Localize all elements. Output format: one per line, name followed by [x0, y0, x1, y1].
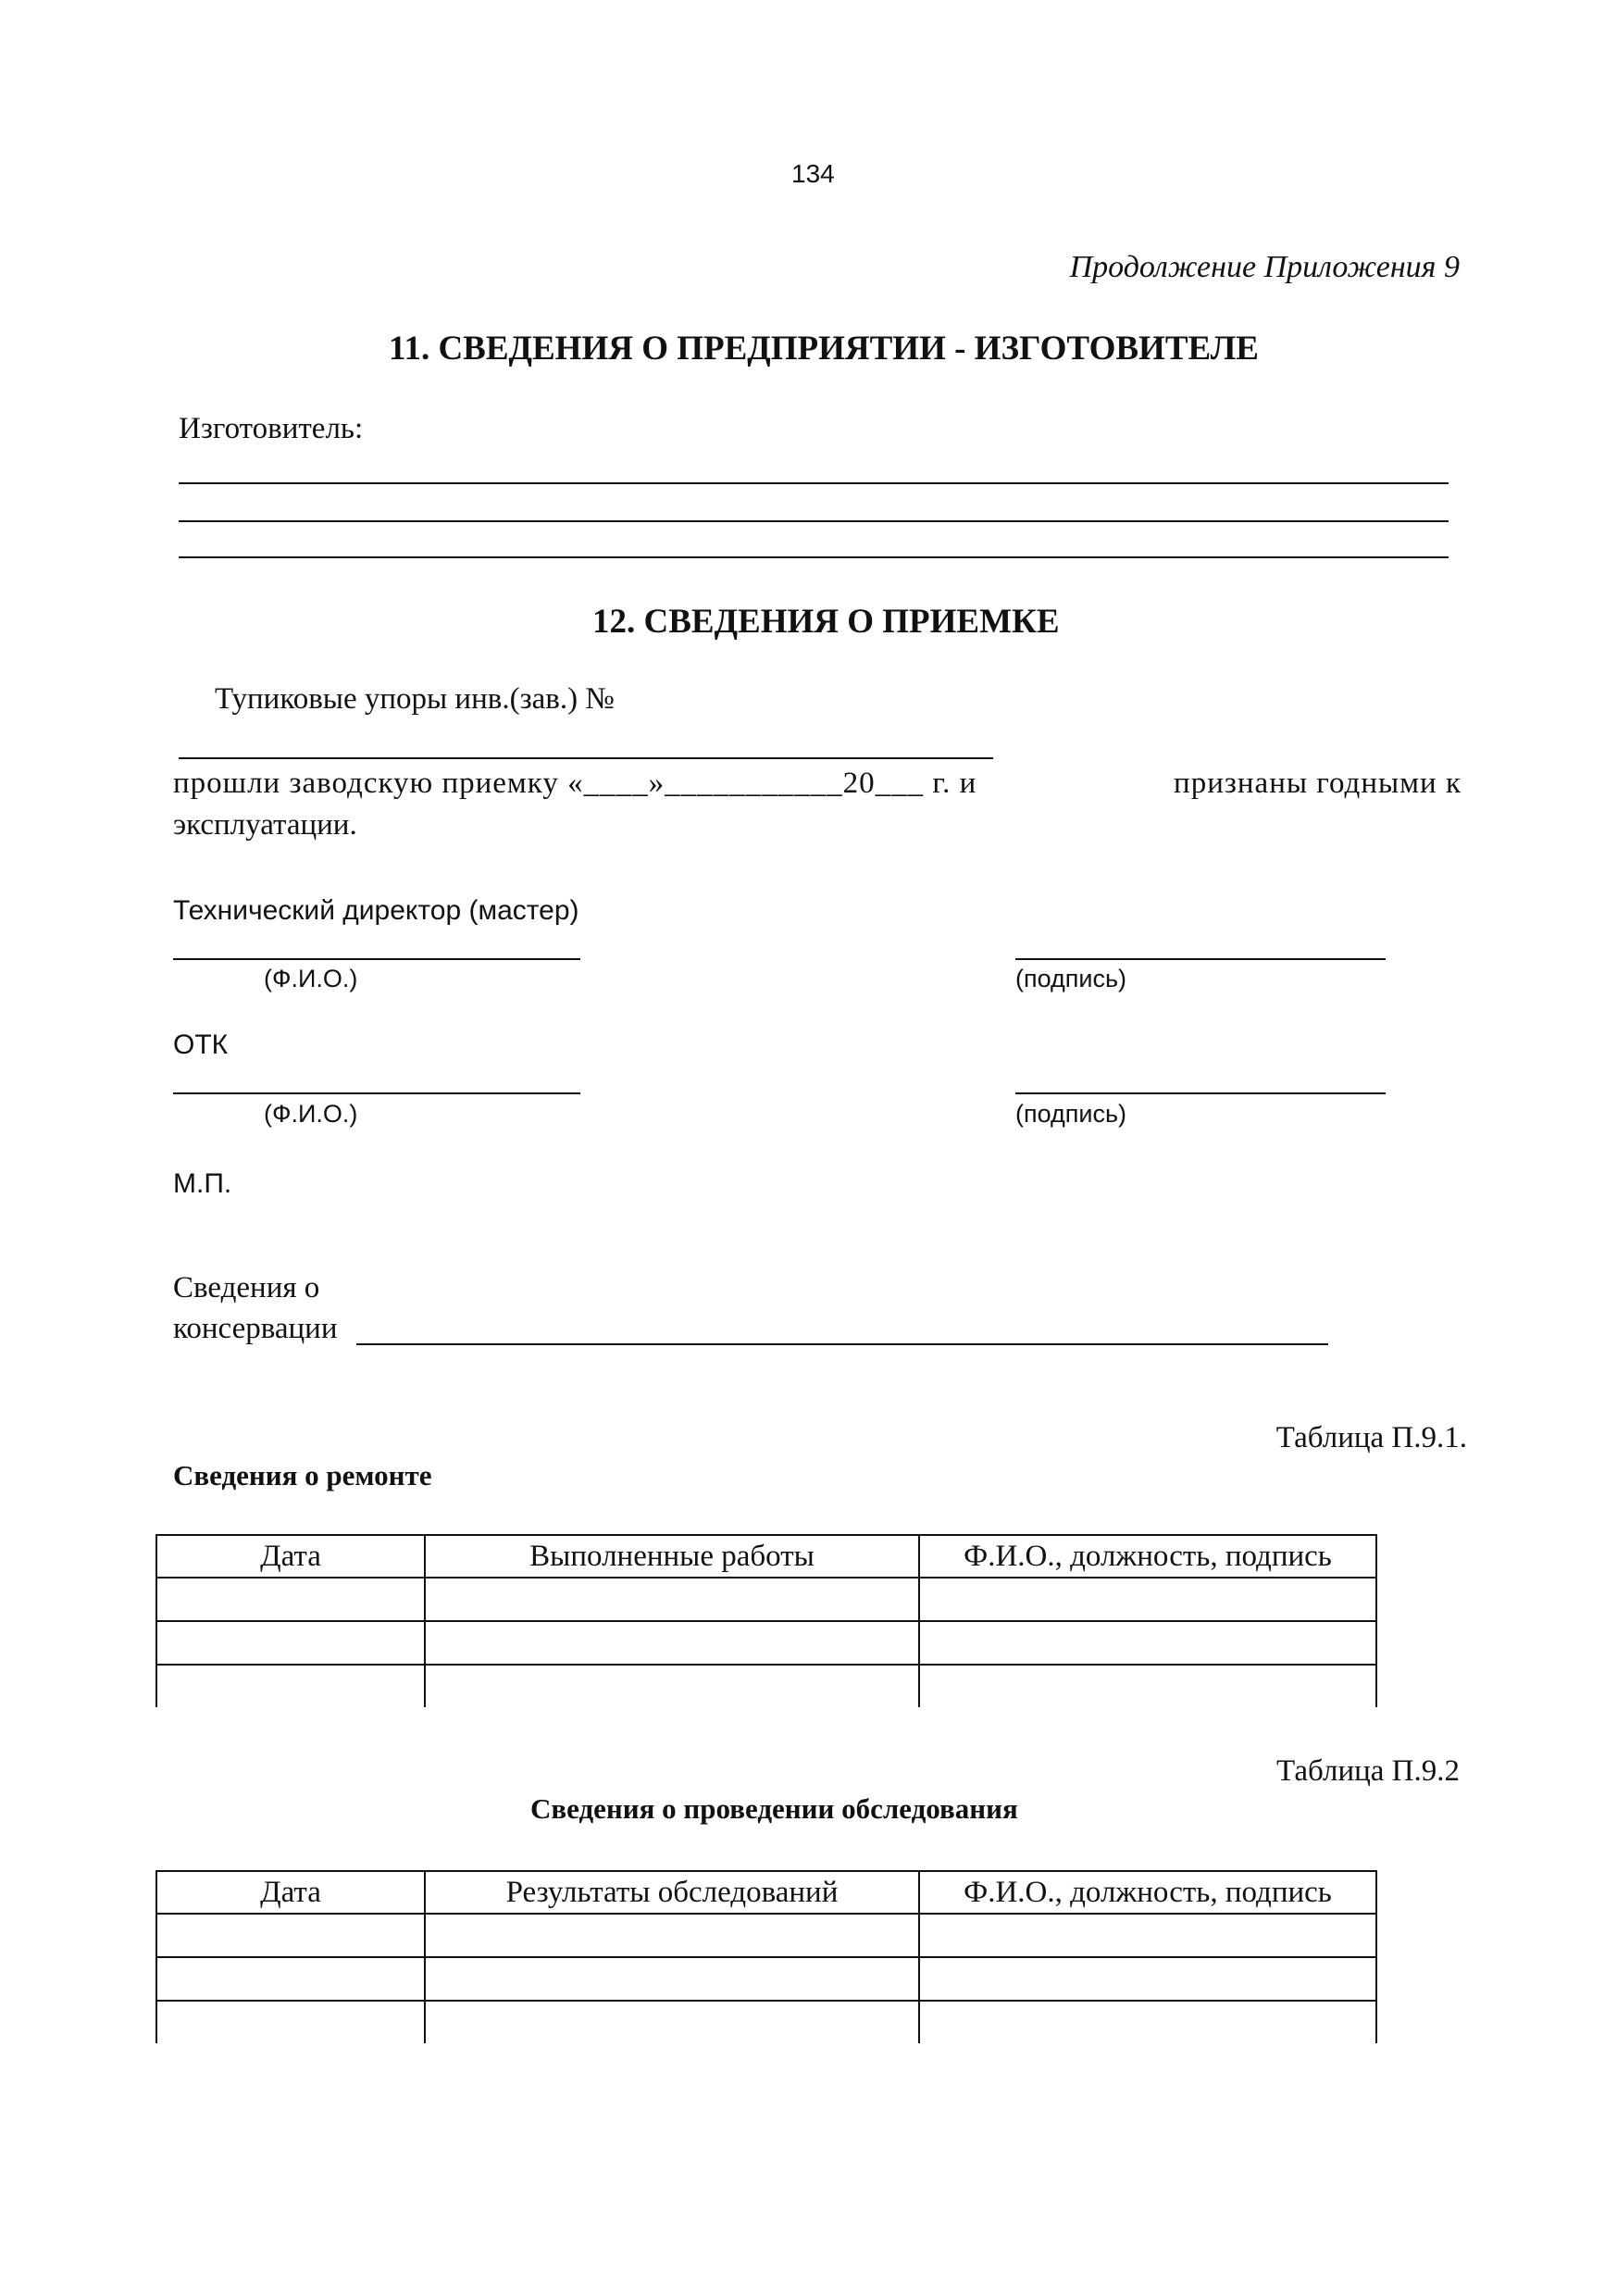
column-header-date: Дата — [156, 1871, 425, 1914]
table-cell[interactable] — [425, 2001, 919, 2043]
conservation-label-2: консервации — [173, 1312, 338, 1345]
column-header-date: Дата — [156, 1535, 425, 1578]
repair-table — [155, 1534, 1377, 1707]
table-1-title: Сведения о ремонте — [173, 1459, 432, 1491]
tech-director-fio-line — [173, 958, 580, 960]
signature-label-2: (подпись) — [1015, 1100, 1127, 1128]
buffer-stops-label: Тупиковые упоры инв.(зав.) № — [215, 682, 615, 716]
manufacturer-line-1 — [179, 482, 1449, 484]
table-1-caption: Таблица П.9.1. — [1275, 1421, 1467, 1454]
table-row — [156, 1578, 1376, 1621]
otk-label: ОТК — [173, 1029, 229, 1060]
tech-director-label: Технический директор (мастер) — [173, 895, 579, 926]
otk-signature-line — [1015, 1092, 1386, 1094]
otk-fio-line — [173, 1092, 580, 1094]
table-cell[interactable] — [156, 2001, 425, 2043]
table-cell[interactable] — [919, 1665, 1376, 1707]
table-cell[interactable] — [919, 1914, 1376, 1957]
column-header-works: Выполненные работы — [425, 1535, 919, 1578]
table-cell[interactable] — [919, 1621, 1376, 1665]
continuation-note: Продолжение Приложения 9 — [1069, 250, 1460, 284]
column-header-results: Результаты обследований — [425, 1871, 919, 1914]
manufacturer-line-3 — [179, 556, 1449, 558]
table-cell[interactable] — [425, 1914, 919, 1957]
table-2-title: Сведения о проведении обследования — [530, 1792, 1018, 1825]
table-cell[interactable] — [919, 1578, 1376, 1621]
section-11-title: 11. СВЕДЕНИЯ О ПРЕДПРИЯТИИ - ИЗГОТОВИТЕЛЕ — [389, 330, 1259, 368]
table-row — [156, 2001, 1376, 2043]
table-cell[interactable] — [156, 1578, 425, 1621]
stamp-label: М.П. — [173, 1168, 232, 1199]
signature-label-1: (подпись) — [1015, 965, 1127, 992]
column-header-person: Ф.И.О., должность, подпись — [919, 1871, 1376, 1914]
acceptance-text-cont: эксплуатации. — [173, 808, 357, 842]
table-row — [156, 1621, 1376, 1665]
table-row — [156, 1957, 1376, 2001]
inventory-number-line — [179, 757, 993, 759]
table-row — [156, 1665, 1376, 1707]
tech-director-signature-line — [1015, 958, 1386, 960]
table-header-row — [156, 1535, 1376, 1578]
manufacturer-line-2 — [179, 520, 1449, 522]
fio-label-1: (Ф.И.О.) — [264, 965, 358, 992]
manufacturer-label: Изготовитель: — [179, 412, 364, 445]
table-cell[interactable] — [425, 1621, 919, 1665]
table-cell[interactable] — [425, 1665, 919, 1707]
acceptance-text: прошли заводскую приемку «____»___________20___ г. и — [173, 767, 977, 800]
table-2-caption: Таблица П.9.2 — [1276, 1754, 1460, 1788]
acceptance-text-end: признаны годными к — [1174, 767, 1462, 800]
conservation-line — [356, 1343, 1328, 1345]
inspection-table — [155, 1870, 1377, 2043]
table-cell[interactable] — [156, 1914, 425, 1957]
table-cell[interactable] — [156, 1957, 425, 2001]
table-row — [156, 1914, 1376, 1957]
table-cell[interactable] — [919, 1957, 1376, 2001]
table-cell[interactable] — [919, 2001, 1376, 2043]
table-cell[interactable] — [425, 1957, 919, 2001]
section-12-title: 12. СВЕДЕНИЯ О ПРИЕМКЕ — [592, 603, 1060, 641]
table-cell[interactable] — [156, 1665, 425, 1707]
table-cell[interactable] — [425, 1578, 919, 1621]
column-header-person: Ф.И.О., должность, подпись — [919, 1535, 1376, 1578]
page-number: 134 — [791, 159, 835, 188]
fio-label-2: (Ф.И.О.) — [264, 1100, 358, 1128]
table-cell[interactable] — [156, 1621, 425, 1665]
conservation-label-1: Сведения о — [173, 1271, 320, 1304]
table-header-row — [156, 1871, 1376, 1914]
